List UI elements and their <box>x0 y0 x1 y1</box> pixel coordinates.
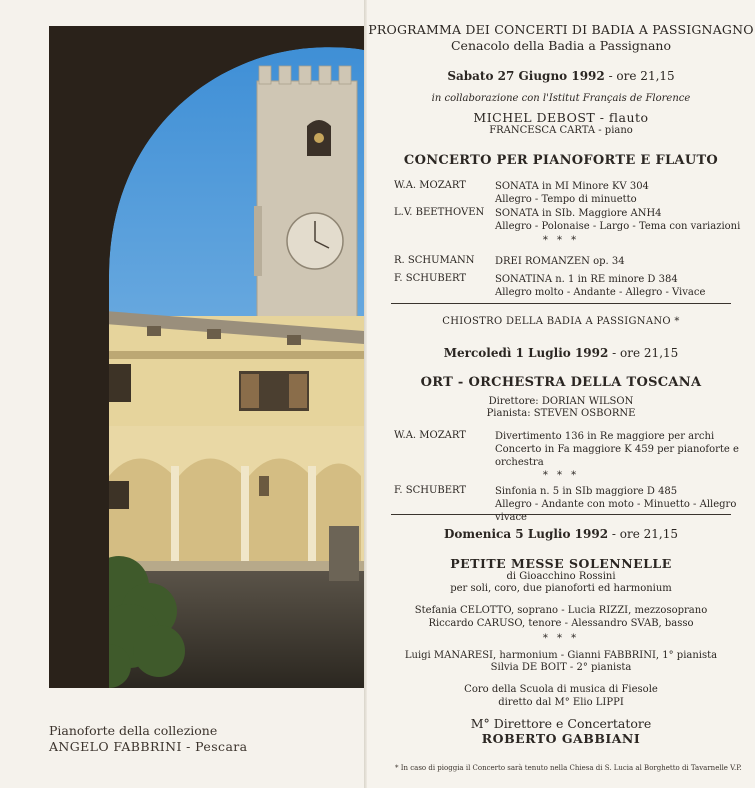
concert3-scoring: per soli, coro, due pianoforti ed harmonium <box>450 583 672 594</box>
program-venue: Cenacolo della Badia a Passignano <box>450 38 671 53</box>
concert1-collab: in collaborazione con l'Istitut Français de Florence <box>431 93 691 104</box>
concert3-conductor: ROBERTO GABBIANI <box>481 731 641 746</box>
program-title: PROGRAMMA DEI CONCERTI DI BADIA A PASSIGNAGNO <box>368 22 754 37</box>
concert2-work: Divertimento 136 in Re maggiore per archi Concerto in Fa maggiore K 459 per pianoforte e orchestra <box>495 431 739 468</box>
rain-footnote: * In caso di pioggia il Concerto sarà tenuto nella Chiesa di S. Lucia al Borghetto di Tavarnelle V.P. <box>395 764 742 772</box>
concert2-composer: F. SCHUBERT <box>394 485 467 496</box>
concert1-composer: W.A. MOZART <box>394 180 466 191</box>
concert2-pianist: Pianista: STEVEN OSBORNE <box>486 408 636 419</box>
divider-rule <box>391 514 731 515</box>
photo-caption <box>49 723 248 755</box>
separator-stars: * * * <box>542 470 580 481</box>
concert2-date: Mercoledì 1 Luglio 1992 - ore 21,15 <box>443 346 679 360</box>
concert3-instrumentalists: Silvia DE BOIT - 2° pianista <box>490 662 632 673</box>
separator-stars: * * * <box>542 633 580 644</box>
concert3-choir-director: diretto dal M° Elio LIPPI <box>498 697 624 708</box>
concert1-performer-piano: FRANCESCA CARTA - piano <box>489 125 633 136</box>
left-panel <box>0 0 364 788</box>
abbey-cloister-photo <box>49 26 364 688</box>
concert2-director: Direttore: DORIAN WILSON <box>488 396 634 407</box>
concert3-heading: PETITE MESSE SOLENNELLE <box>450 556 672 571</box>
concert2-work: Sinfonia n. 5 in SIb maggiore D 485 Allegro - Andante con moto - Minuetto - Allegro vivace <box>495 486 737 523</box>
concert3-conductor-title: M° Direttore e Concertatore <box>470 716 652 731</box>
concert2-heading: ORT - ORCHESTRA DELLA TOSCANA <box>420 375 702 390</box>
concert2-composer: W.A. MOZART <box>394 430 466 441</box>
concert3-choir: Coro della Scuola di musica di Fiesole <box>464 684 658 695</box>
caption-line-1: Pianoforte della collezione <box>49 723 218 738</box>
concert1-composer: L.V. BEETHOVEN <box>394 207 485 218</box>
concert1-work: SONATA in MI Minore KV 304 Allegro - Tempo di minuetto <box>495 181 649 205</box>
program-panel <box>367 0 755 788</box>
concert3-instrumentalists: Luigi MANARESI, harmonium - Gianni FABBRINI, 1° pianista <box>404 650 718 661</box>
concert3-composer: di Gioacchino Rossini <box>506 571 616 582</box>
separator-stars: * * * <box>542 235 580 246</box>
concert3-date: Domenica 5 Luglio 1992 - ore 21,15 <box>444 527 678 541</box>
concert1-date: Sabato 27 Giugno 1992 - ore 21,15 <box>447 69 675 83</box>
divider-rule <box>391 303 731 304</box>
caption-line-2: ANGELO FABBRINI - Pescara <box>49 739 248 754</box>
concert1-performer-flute: MICHEL DEBOST - flauto <box>473 110 649 125</box>
concert1-composer: R. SCHUMANN <box>394 255 475 266</box>
concert1-composer: F. SCHUBERT <box>394 273 467 284</box>
concert1-heading: CONCERTO PER PIANOFORTE E FLAUTO <box>403 153 719 168</box>
concert1-work: SONATINA n. 1 in RE minore D 384 Allegro molto - Andante - Allegro - Vivace <box>495 274 706 298</box>
concert3-soloists: Riccardo CARUSO, tenore - Alessandro SVAB, basso <box>428 618 694 629</box>
concert3-soloists: Stefania CELOTTO, soprano - Lucia RIZZI, mezzosoprano <box>414 605 708 616</box>
concert2-venue: CHIOSTRO DELLA BADIA A PASSIGNANO * <box>442 316 680 327</box>
concert1-work: SONATA in SIb. Maggiore ANH4 Allegro - Polonaise - Largo - Tema con variazioni <box>495 208 741 232</box>
concert1-work: DREI ROMANZEN op. 34 <box>495 256 625 267</box>
